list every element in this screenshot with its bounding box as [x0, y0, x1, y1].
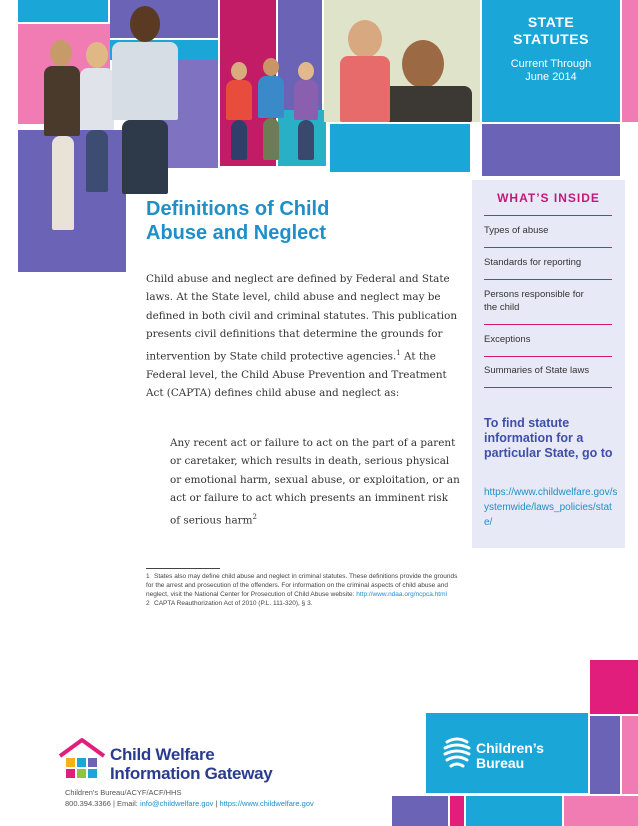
- toc-item-exceptions[interactable]: Exceptions: [484, 334, 531, 345]
- photo-baby: [340, 20, 390, 122]
- intro-text: Child abuse and neglect are defined by Federal and State laws. At the State level, child abuse and neglect may be defined in both civil and criminal statutes. This publication presents civil definitions that determine the grounds for intervention by State child protective agencies.: [146, 273, 458, 363]
- photo-child-small-1: [226, 62, 252, 160]
- toc-item-types-of-abuse[interactable]: Types of abuse: [484, 225, 549, 236]
- current-through-line1: Current Through: [510, 58, 592, 70]
- photo-child-small-2: [258, 58, 284, 160]
- divider: [484, 247, 612, 248]
- title-line2: Abuse and Neglect: [146, 222, 327, 244]
- color-block: [18, 0, 108, 22]
- footnote-number: 1: [146, 573, 150, 580]
- divider: [484, 215, 612, 216]
- color-block: [330, 124, 470, 172]
- capta-definition-quote: [170, 434, 460, 530]
- state-statutes-link[interactable]: https://www.childwelfare.gov/systemwide/laws_policies/state/: [484, 487, 618, 528]
- cb-line2: Bureau: [476, 755, 525, 771]
- whats-inside-heading: WHAT’S INSIDE: [497, 191, 600, 205]
- footer-color-block: [466, 796, 562, 826]
- statutes-label-line1: STATE: [527, 14, 575, 30]
- childrens-bureau-logo-text: [476, 741, 544, 771]
- divider: [484, 387, 612, 388]
- color-block: [482, 124, 620, 176]
- footnote-1: [146, 572, 464, 599]
- toc-item-persons-responsible[interactable]: Persons responsible for the child: [484, 289, 584, 313]
- contact-line: [65, 799, 314, 808]
- statutes-label-line2: STATUTES: [513, 31, 589, 47]
- intro-text-continued: At the Federal level, the Child Abuse Prevention and Treatment Act (CAPTA) defines child abuse and neglect as:: [146, 350, 447, 399]
- footer-color-block: [590, 660, 638, 714]
- website-link[interactable]: https://www.childwelfare.gov: [219, 799, 314, 808]
- ncpca-link[interactable]: http://www.ndaa.org/ncpca.html: [356, 591, 447, 599]
- footer-color-block: [564, 796, 638, 826]
- photo-father: [376, 40, 472, 122]
- footnote-1-text: States also may define child abuse and neglect in criminal statutes. These definitions provide the grounds for the arrest and prosecution of the offenders. For information on the criminal aspects of child abuse and neglect, visit the National Center for Prosecution of Child Abuse website:: [146, 573, 458, 599]
- toc-item-summaries[interactable]: Summaries of State laws: [484, 365, 590, 376]
- bureau-line: Children's Bureau/ACYF/ACF/HHS: [65, 788, 182, 797]
- photo-child-girl-blonde: [80, 42, 114, 192]
- footnotes: [146, 572, 464, 608]
- email-link[interactable]: info@childwelfare.gov: [139, 799, 214, 808]
- photo-child-girl-left: [44, 40, 80, 230]
- footnote-2: [146, 599, 464, 608]
- phone-number: 800.394.3366: [65, 799, 111, 808]
- page-title: [146, 197, 456, 245]
- email-label: Email:: [117, 799, 140, 808]
- find-statute-heading: To find statute information for a particular State, go to: [484, 416, 613, 460]
- footer-color-block: [392, 796, 448, 826]
- divider: [484, 324, 612, 325]
- footer-color-block: [622, 716, 638, 794]
- footer-color-block: [590, 716, 620, 794]
- color-block: [622, 0, 638, 122]
- photo-boy-center: [112, 6, 178, 194]
- whats-inside-sidebar: [472, 180, 625, 548]
- photo-child-small-3: [294, 62, 318, 160]
- logo-line2: Information Gateway: [110, 764, 273, 783]
- intro-paragraph: [146, 270, 458, 402]
- state-statutes-box: [482, 0, 620, 122]
- footnote-number: 2: [146, 600, 150, 608]
- childrens-bureau-emblem-icon: [441, 736, 473, 770]
- footnote-ref-1[interactable]: 1: [396, 348, 401, 357]
- current-through-line2: June 2014: [525, 71, 577, 83]
- divider: [484, 356, 612, 357]
- toc-item-standards-reporting[interactable]: Standards for reporting: [484, 257, 582, 268]
- divider: [484, 279, 612, 280]
- logo-line1: Child Welfare: [110, 745, 215, 764]
- separator: |: [213, 799, 220, 808]
- cb-line1: Children’s: [476, 740, 544, 756]
- child-welfare-logo: [110, 745, 272, 783]
- house-logo-icon: [56, 736, 108, 782]
- separator: |: [110, 799, 118, 808]
- quote-text: Any recent act or failure to act on the part of a parent or caretaker, which results in death, serious physical or emotional harm, sexual abuse, or exploitation, or an act or failure to act which presents an imminent risk of serious harm: [170, 437, 460, 527]
- footnote-rule: [146, 568, 220, 569]
- footer-color-block: [450, 796, 464, 826]
- footnote-ref-2[interactable]: 2: [252, 512, 257, 521]
- title-line1: Definitions of Child: [146, 198, 330, 220]
- footnote-2-text: CAPTA Reauthorization Act of 2010 (P.L. 111-320), § 3.: [154, 600, 313, 608]
